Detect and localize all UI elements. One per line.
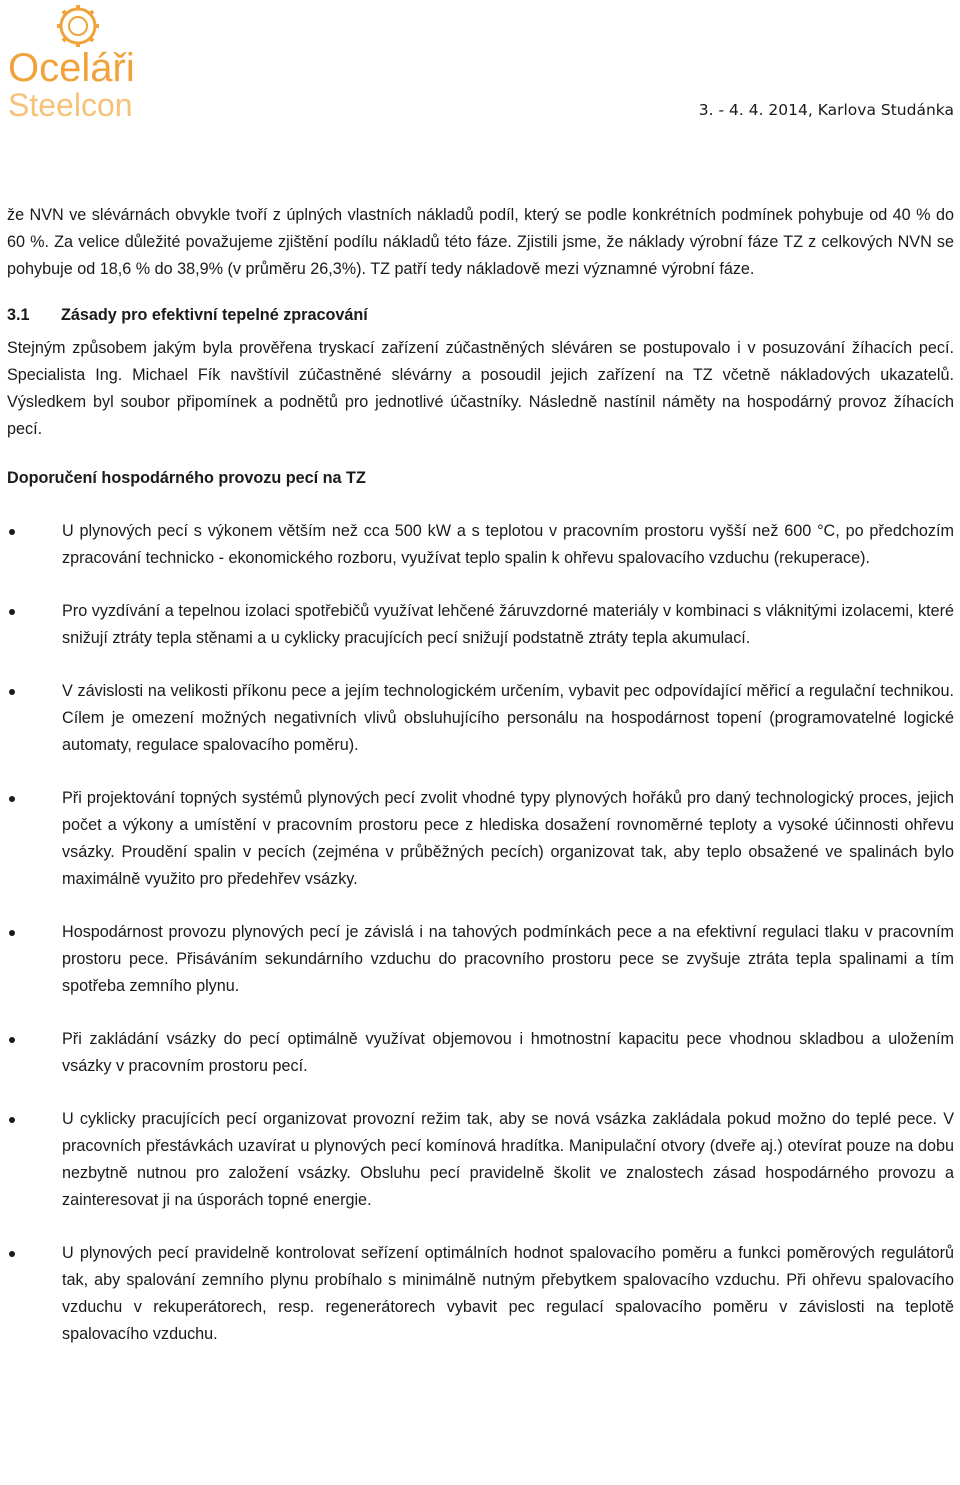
section-paragraph: Stejným způsobem jakým byla prověřena tryskací zařízení zúčastněných sléváren se postupovalo i v posuzování žíhacích pecí. Specialista Ing. Michael Fík navštívil zúčastněné slévárny a posoudil jejich zařízení na TZ včetně nákladových ukazatelů. Výsledkem byl soubor připomínek a podnětů pro jednotlivé účastníky. Následně nastínil náměty na hospodárný provoz žíhacích pecí. bbox=[7, 339, 954, 438]
intro-paragraph: že NVN ve slévárnách obvykle tvoří z úplných vlastních nákladů podíl, který se podle konkrétních podmínek pohybuje od 40 % do 60 %. Za velice důležité považujeme zjištění podílu nákladů této fáze. Zjistili jsme, že náklady výrobní fáze TZ z celkových NVN se pohybuje od 18,6 % do 38,9% (v průměru 26,3%). TZ patří tedy nákladově mezi významné výrobní fáze. bbox=[7, 206, 954, 278]
list-item bbox=[7, 518, 954, 572]
logo-text-ocelari: Oceláři bbox=[8, 46, 135, 90]
list-item-text: U plynových pecí s výkonem větším než cca 500 kW a s teplotou v pracovním prostoru vyšší než 600 °C, po předchozím zpracování technicko - ekonomického rozboru, využívat teplo spalin k ohřevu spalovacího vzduchu (rekuperace). bbox=[62, 522, 954, 567]
list-item-text: Pro vyzdívání a tepelnou izolaci spotřebičů využívat lehčené žáruvzdorné materiály v kombinaci s vláknitými izolacemi, které snižují ztráty tepla stěnami a u cyklicky pracujících pecí snižují podstatně ztráty tepla akumulací. bbox=[62, 602, 954, 647]
page-header bbox=[0, 0, 960, 140]
section-number: 3.1 bbox=[7, 306, 30, 324]
list-item-text: Hospodárnost provozu plynových pecí je závislá i na tahových podmínkách pece a na efektivní regulaci tlaku v pracovním prostoru pece. Přisáváním sekundárního vzduchu do pracovního prostoru pece se zvyšuje ztráta tepla spalinami a tím spotřeba zemního plynu. bbox=[62, 923, 954, 995]
bullet-icon bbox=[9, 930, 15, 936]
list-item-text: Při zakládání vsázky do pecí optimálně využívat objemovou i hmotnostní kapacitu pece vhodnou skladbou a uložením vsázky v pracovním prostoru pecí. bbox=[62, 1030, 954, 1075]
logo-gear-icon bbox=[57, 5, 99, 47]
recommendations-list bbox=[7, 518, 954, 1348]
bullet-icon bbox=[9, 609, 15, 615]
list-item-text: V závislosti na velikosti příkonu pece a jejím technologickém určením, vybavit pec odpovídající měřicí a regulační technikou. Cílem je omezení možných negativních vlivů obsluhujícího personálu na hospodárnost topení (programovatelné logické automaty, regulace spalovacího poměru). bbox=[62, 682, 954, 754]
list-item bbox=[7, 919, 954, 1000]
bullet-icon bbox=[9, 529, 15, 535]
logo-text-steelcon: Steelcon bbox=[8, 87, 133, 122]
document-body bbox=[7, 202, 954, 1374]
event-date-location: 3. - 4. 4. 2014, Karlova Studánka bbox=[698, 101, 954, 119]
bullet-icon bbox=[9, 796, 15, 802]
list-item bbox=[7, 598, 954, 652]
list-item-text: U plynových pecí pravidelně kontrolovat seřízení optimálních hodnot spalovacího poměru a funkci poměrových regulátorů tak, aby spalování zemního plynu probíhalo s minimálně nutným přebytkem spalovacího vzduchu. Při ohřevu spalovacího vzduchu v rekuperátorech, resp. regenerátorech vybavit pec regulací spalovacího poměru v závislosti na teplotě spalovacího vzduchu. bbox=[62, 1244, 954, 1343]
list-item bbox=[7, 678, 954, 759]
bullet-icon bbox=[9, 1037, 15, 1043]
list-item bbox=[7, 1106, 954, 1214]
section-heading bbox=[7, 302, 954, 329]
bullet-icon bbox=[9, 1117, 15, 1123]
list-item-text: Při projektování topných systémů plynových pecí zvolit vhodné typy plynových hořáků pro daný technologický proces, jejich počet a výkony a umístění v pracovním prostoru pece z hlediska dosažení rovnoměrné teploty a vysoké účinnosti ohřevu vsázky. Proudění spalin v pecích (zejména v průběžných pecích) organizovat tak, aby teplo obsažené ve spalinách bylo maximálně využito pro předehřev vsázky. bbox=[62, 789, 954, 888]
list-item bbox=[7, 1240, 954, 1348]
bullet-icon bbox=[9, 1251, 15, 1257]
list-item bbox=[7, 1026, 954, 1080]
list-item bbox=[7, 785, 954, 893]
steelcon-logo bbox=[6, 4, 146, 122]
list-item-text: U cyklicky pracujících pecí organizovat provozní režim tak, aby se nová vsázka zakládala pokud možno do teplé pece. V pracovních přestávkách uzavírat u plynových pecí komínová hradítka. Manipulační otvory (dveře aj.) otevírat pouze na dobu nezbytně nutnou pro založení vsázky. Obsluhu pecí pravidelně školit ve znalostech zásad hospodárného provozu a zainteresovat ji na úsporách topné energie. bbox=[62, 1110, 954, 1209]
recommendations-heading: Doporučení hospodárného provozu pecí na TZ bbox=[7, 469, 366, 487]
section-title: Zásady pro efektivní tepelné zpracování bbox=[61, 306, 368, 324]
bullet-icon bbox=[9, 689, 15, 695]
